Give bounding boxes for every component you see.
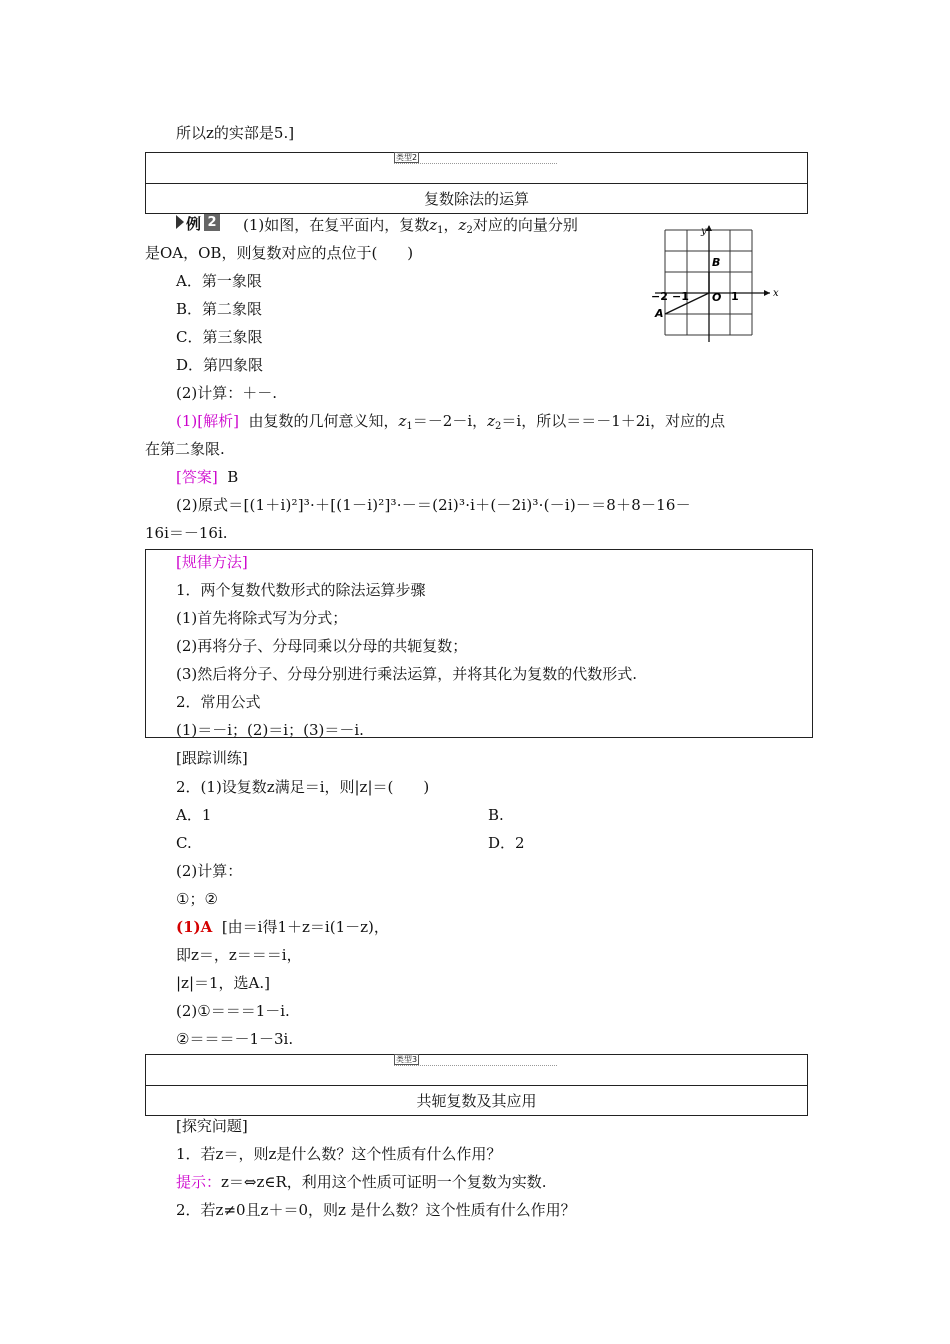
axes xyxy=(655,226,770,342)
example-badge: 例 2 xyxy=(176,213,224,233)
point-b-label: B xyxy=(712,256,721,269)
section-tag: 类型2 xyxy=(394,153,557,164)
y-axis-arrow-icon xyxy=(706,225,712,231)
option-d: D．第四象限 xyxy=(176,356,264,374)
method-line: (3)然后将分子、分母分别进行乘法运算，并将其化为复数的代数形式. xyxy=(176,665,638,683)
x-axis-arrow-icon xyxy=(764,290,770,296)
solution-1-line1: (1)[解析] 由复数的几何意义知，$z_1=-2-i$，$z_2=i$，所以＝＝－1＋2i，对应的点 xyxy=(176,412,726,432)
explore-title: [探究问题] xyxy=(176,1117,248,1135)
method-line: (1)首先将除式写为分式； xyxy=(176,609,348,627)
method-title: [规律方法] xyxy=(176,553,248,571)
x-axis-label: x xyxy=(773,288,779,299)
section-title: 共轭复数及其应用 xyxy=(416,1092,537,1110)
explore-question-1: 1．若z＝，则z是什么数？这个性质有什么作用？ xyxy=(176,1145,502,1163)
method-line: (2)再将分子、分母同乘以分母的共轭复数； xyxy=(176,637,468,655)
question-1-line1: (1)如图，在复平面内，复数$z_1$，$z_2$对应的向量分别 xyxy=(243,216,578,236)
complex-plane-figure xyxy=(645,222,780,344)
practice-question-2-items: ①；② xyxy=(176,890,218,908)
solution-2-line1: (2)原式＝[(1＋i)²]³·＋[(1－i)²]³·－＝(2i)³·i＋(－2i)³·(－i)－＝8＋8－16－ xyxy=(176,496,691,514)
method-line: (1)＝－i；(2)＝i；(3)＝－i. xyxy=(176,721,364,739)
practice-option-c: C. xyxy=(176,834,192,852)
method-line: 1．两个复数代数形式的除法运算步骤 xyxy=(176,581,426,599)
option-a: A．第一象限 xyxy=(176,272,262,290)
section-header-type2 xyxy=(145,152,808,214)
option-b: B．第二象限 xyxy=(176,300,263,318)
section-header-type3 xyxy=(145,1054,808,1116)
answer-line: [答案] B xyxy=(176,468,239,486)
explore-question-2: 2．若z≠0且z＋＝0，则z 是什么数？这个性质有什么作用？ xyxy=(176,1201,576,1219)
intro-line: 所以z的实部是5.] xyxy=(176,124,295,142)
practice-option-d: D．2 xyxy=(488,834,525,852)
practice-answer-line5: ②＝＝＝－1－3i. xyxy=(176,1030,294,1048)
triangle-icon xyxy=(176,215,184,229)
tick-neg1: −1 xyxy=(672,290,689,303)
practice-answer-line2: 即z＝，z＝＝＝i， xyxy=(176,946,302,964)
y-axis-label: y xyxy=(701,226,707,237)
practice-option-a: A．1 xyxy=(176,806,212,824)
tick-1: 1 xyxy=(731,290,739,303)
tick-neg2: −2 xyxy=(651,290,668,303)
explore-hint: 提示：z＝⇔z∈R，利用这个性质可证明一个复数为实数. xyxy=(176,1173,547,1191)
practice-answer-line4: (2)①＝＝＝1－i. xyxy=(176,1002,290,1020)
practice-option-b: B. xyxy=(488,806,504,824)
method-line: 2．常用公式 xyxy=(176,693,261,711)
practice-answer-line3: |z|＝1，选A.] xyxy=(176,974,271,992)
question-1-line2: 是OA，OB，则复数对应的点位于( ) xyxy=(145,244,414,262)
origin-label: O xyxy=(712,291,722,304)
practice-question-2: (2)计算： xyxy=(176,862,243,880)
solution-2-line2: 16i＝－16i. xyxy=(145,524,228,542)
point-a-label: A xyxy=(655,307,664,320)
section-tag: 类型3 xyxy=(394,1055,557,1066)
practice-title: [跟踪训练] xyxy=(176,749,248,767)
solution-1-line2: 在第二象限. xyxy=(145,440,225,458)
question-2: (2)计算：＋－. xyxy=(176,384,278,402)
option-c: C．第三象限 xyxy=(176,328,263,346)
practice-answer-line1: (1)A [由＝i得1＋z＝i(1－z)， xyxy=(176,918,389,936)
practice-question: 2．(1)设复数z满足＝i，则|z|＝( ) xyxy=(176,778,430,796)
section-title: 复数除法的运算 xyxy=(423,190,529,208)
